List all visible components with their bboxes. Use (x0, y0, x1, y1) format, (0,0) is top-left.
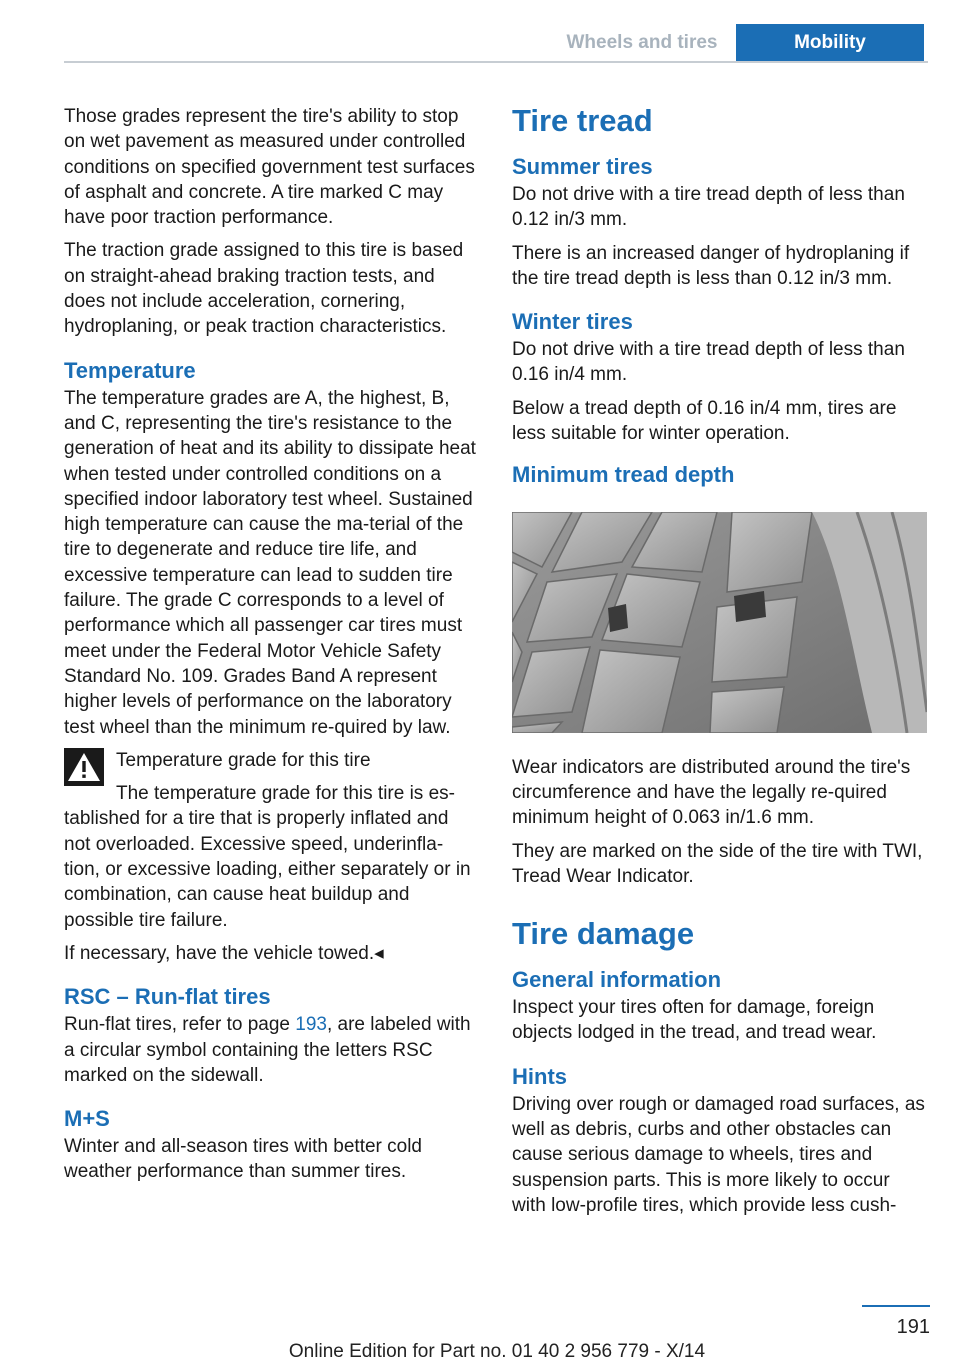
warning-triangle-icon (64, 748, 104, 786)
general-information-heading: General information (512, 967, 722, 993)
warning-tail: If necessary, have the vehicle towed.◂ (64, 942, 384, 964)
winter-paragraph-1: Do not drive with a tire tread depth of less than 0.16 in/4 mm. (512, 339, 905, 386)
warning-box (64, 748, 479, 773)
rsc-text-before: Run-flat tires, refer to page (64, 1014, 296, 1036)
winter-tires-heading: Winter tires (512, 309, 633, 335)
temperature-heading: Temperature (64, 357, 196, 383)
winter-paragraph-2: Below a tread depth of 0.16 in/4 mm, tires are less suitable for winter operation. (512, 397, 897, 445)
right-column (512, 104, 927, 1226)
summer-paragraph-2: There is an increased danger of hydroplaning if the tire tread depth is less than 0.12 in/3 mm. (512, 242, 910, 289)
tire-tread-heading: Tire tread (512, 103, 653, 138)
edition-footer: Online Edition for Part no. 01 40 2 956 779 - X/14 (288, 1341, 706, 1362)
general-information-paragraph: Inspect your tires often for damage, foreign objects lodged in the tread, and tread wear. (512, 997, 877, 1044)
tire-damage-heading: Tire damage (512, 916, 695, 952)
traction-paragraph-2: The traction grade assigned to this tire is based on straight-ahead braking traction tests, and does not include acceleration, cornering, hydroplaning, or peak traction characteristics. (64, 240, 464, 338)
hints-heading: Hints (512, 1063, 567, 1089)
hints-paragraph: Driving over rough or damaged road surfaces, as well as debris, curbs and other obstacles can cause serious damage to wheels, tires and suspension parts. This is more likely to occur with low-profile tires, which provide less cush- (512, 1093, 925, 1216)
running-header (548, 24, 924, 62)
wear-indicator-paragraph-2: They are marked on the side of the tire with TWI, Tread Wear Indicator. (512, 840, 923, 887)
tire-tread-illustration (512, 512, 927, 733)
left-column (64, 104, 479, 1193)
page-reference-link[interactable]: 193 (295, 1014, 327, 1036)
summer-paragraph-1: Do not drive with a tire tread depth of less than 0.12 in/3 mm. (512, 184, 905, 231)
page-number: 191 (896, 1316, 930, 1338)
temperature-paragraph: The temperature grades are A, the highest, B, and C, representing the tire's resistance to the generation of heat and its ability to dissipate heat when tested under controlled conditions on a specified indoor laboratory test wheel. Sustained high temperature can cause the ma-terial of the tire to degenerate and reduce tire life, and excessive temperature can lead to sudden tire failure. The grade C corresponds to a level of performance which all passenger car tires must meet under the Federal Motor Vehicle Safety Standard No. 109. Grades Band A represent higher levels of performance on the laboratory test wheel than the minimum re-quired by law. (64, 387, 476, 738)
header-section-title: Wheels and tires (548, 24, 736, 62)
header-rule (64, 61, 928, 63)
summer-tires-heading: Summer tires (512, 154, 653, 179)
header-chapter-tab: Mobility (736, 24, 924, 62)
traction-paragraph-1: Those grades represent the tire's ability to stop on wet pavement as measured under controlled conditions on specified government test surfaces of asphalt and concrete. A tire marked C may have poor traction performance. (64, 106, 475, 229)
ms-heading: M+S (64, 1106, 110, 1132)
rsc-heading: RSC – Run-flat tires (64, 984, 271, 1010)
ms-paragraph: Winter and all-season tires with better cold weather performance than summer tires. (64, 1136, 422, 1183)
footer-rule (862, 1305, 930, 1307)
wear-indicator-paragraph-1: Wear indicators are distributed around the tire's circumference and have the legally re-quired minimum height of 0.063 in/1.6 mm. (512, 756, 911, 829)
minimum-tread-heading: Minimum tread depth (512, 462, 735, 488)
warning-title: Temperature grade for this tire (116, 749, 371, 771)
rsc-text-after: , are labeled with a circular symbol containing the letters RSC marked on the sidewall. (64, 1014, 471, 1086)
warning-text: The temperature grade for this tire is es-tablished for a tire that is properly inflated and not overloaded. Excessive speed, underinfla-tion, or excessive loading, either separately or in combination, can cause heat buildup and possible tire failure. (64, 783, 471, 931)
rsc-paragraph (64, 1012, 479, 1088)
